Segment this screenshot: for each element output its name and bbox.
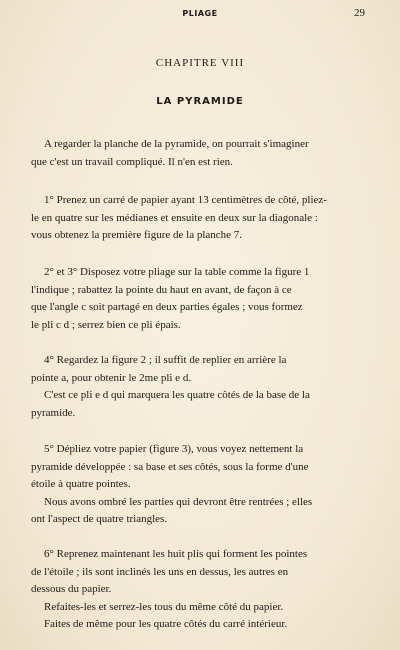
paragraph-step-6 — [31, 546, 365, 634]
paragraph-line: vous obtenez la première figure de la planche 7. — [31, 229, 243, 241]
paragraph-line: Nous avons ombré les parties qui devront être rentrées ; elles — [44, 495, 313, 508]
page-number: 29 — [354, 7, 365, 19]
paragraph-line: pyramide. — [31, 406, 76, 419]
chapter-heading: CHAPITRE VIII — [155, 57, 245, 69]
section-title: LA PYRAMIDE — [156, 96, 244, 107]
paragraph-line: ont l'aspect de quatre triangles. — [31, 513, 168, 525]
paragraph-line: 1° Prenez un carré de papier ayant 13 centimètres de côté, pliez- — [44, 194, 327, 206]
paragraph-line: 2° et 3° Disposez votre pliage sur la table comme la figure 1 — [44, 266, 310, 278]
paragraph-intro — [31, 136, 365, 171]
paragraph-step-1 — [31, 192, 365, 245]
paragraph-step-4 — [31, 352, 365, 422]
paragraph-line: que l'angle c soit partagé en deux parties égales ; vous formez — [31, 301, 303, 313]
paragraph-line: de l'étoile ; ils sont inclinés les uns en dessus, les autres en — [31, 565, 289, 578]
paragraph-line: 6° Reprenez maintenant les huit plis qui forment les pointes — [44, 548, 308, 560]
paragraph-line: l'indique ; rabattez la pointe du haut en avant, de façon à ce — [31, 283, 292, 296]
paragraph-step-5 — [31, 441, 365, 529]
paragraph-line: pyramide développée : sa base et ses côtés, sous la forme d'une — [31, 460, 309, 473]
paragraph-line: le en quatre sur les médianes et ensuite en deux sur la diagonale : — [31, 211, 318, 224]
paragraph-step-2-3 — [31, 264, 365, 334]
paragraph-line: pointe a, pour obtenir le 2me pli e d. — [31, 371, 192, 384]
paragraph-line: Refaites-les et serrez-les tous du même côté du papier. — [44, 600, 284, 613]
paragraph-line: 5° Dépliez votre papier (figure 3), vous voyez nettement la — [44, 443, 304, 455]
paragraph-line: dessous du papier. — [31, 583, 112, 595]
paragraph-line: étoile à quatre pointes. — [31, 478, 131, 490]
paragraph-line: le pli c d ; serrez bien ce pli épais. — [31, 318, 181, 331]
paragraph-line: Faites de même pour les quatre côtés du carré intérieur. — [44, 618, 288, 630]
paragraph-line: que c'est un travail compliqué. Il n'en est rien. — [31, 155, 233, 168]
paragraph-line: A regarder la planche de la pyramide, on pourrait s'imaginer — [44, 138, 309, 150]
running-head: PLIAGE — [182, 9, 218, 18]
paragraph-line: C'est ce pli e d qui marquera les quatre côtés de la base de la — [44, 389, 310, 401]
paragraph-line: 4° Regardez la figure 2 ; il suffit de replier en arrière la — [44, 354, 287, 366]
